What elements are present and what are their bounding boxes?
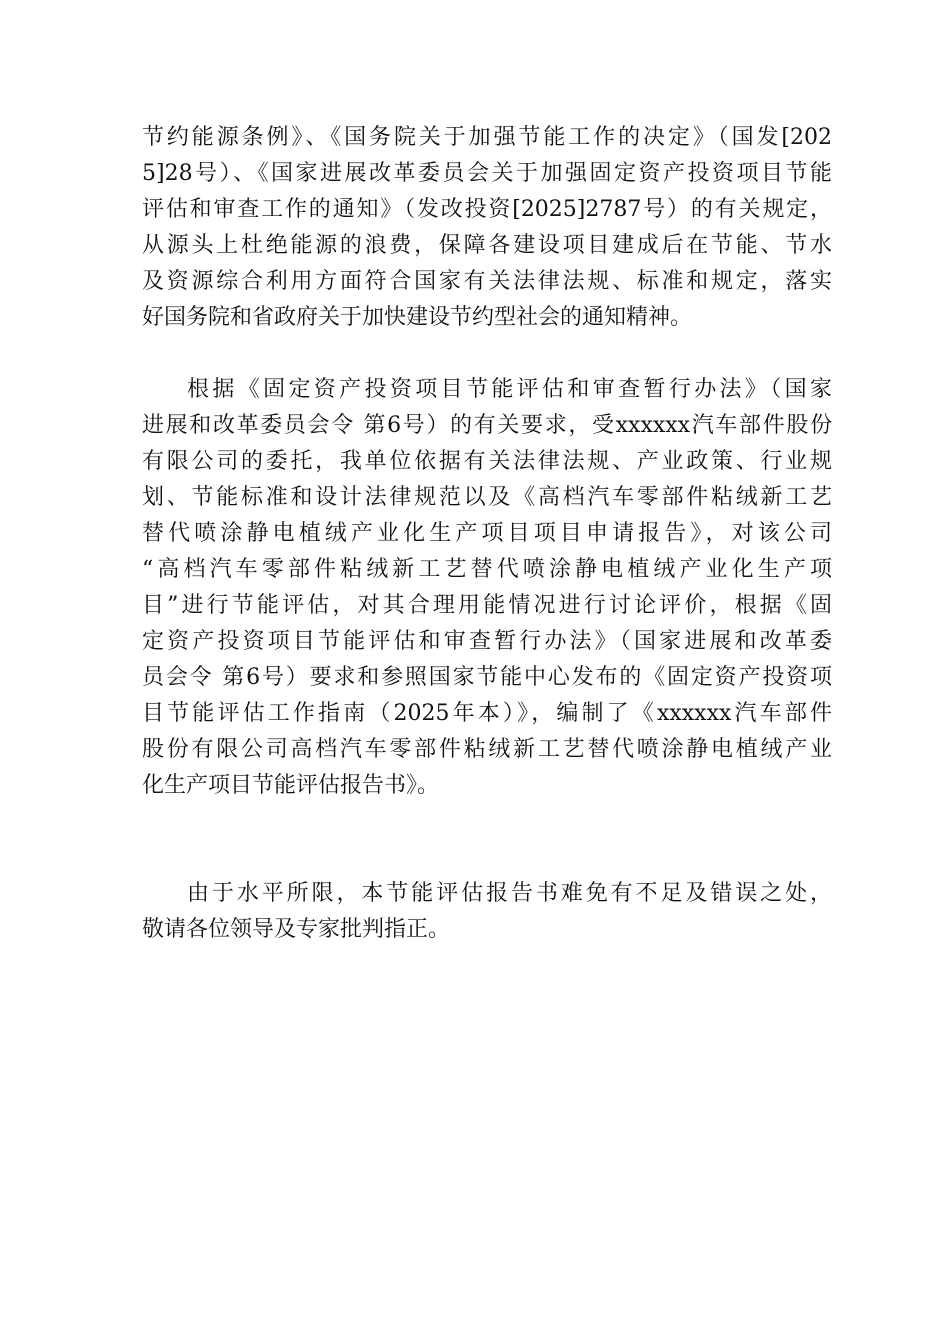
text-line: 有限公司的委托，我单位依据有关法律法规、产业政策、行业规 xyxy=(142,449,832,474)
paragraph-1 xyxy=(142,120,832,336)
text-line: 由于水平所限，本节能评估报告书难免有不足及错误之处， xyxy=(187,881,832,906)
text-line: 目节能评估工作指南（2025年本）》，编制了《xxxxxx汽车部件 xyxy=(142,701,832,726)
text-line: 及资源综合利用方面符合国家有关法律法规、标准和规定，落实 xyxy=(142,269,832,294)
text-line: 好国务院和省政府关于加快建设节约型社会的通知精神。 xyxy=(142,305,693,330)
text-line: “高档汽车零部件粘绒新工艺替代喷涂静电植绒产业化生产项 xyxy=(142,557,832,582)
text-line: 进展和改革委员会令 第6号）的有关要求，受xxxxxx汽车部件股份 xyxy=(142,413,832,438)
text-line: 根据《固定资产投资项目节能评估和审查暂行办法》（国家 xyxy=(187,377,832,402)
text-line: 节约能源条例》、《国务院关于加强节能工作的决定》（国发[202 xyxy=(142,125,832,150)
text-line: 敬请各位领导及专家批判指正。 xyxy=(142,917,451,942)
text-line: 评估和审查工作的通知》（发改投资[2025]2787号）的有关规定， xyxy=(142,197,832,222)
text-line: 股份有限公司高档汽车零部件粘绒新工艺替代喷涂静电植绒产业 xyxy=(142,737,832,762)
text-line: 目”进行节能评估，对其合理用能情况进行讨论评价，根据《固 xyxy=(142,593,832,618)
text-line: 化生产项目节能评估报告书》。 xyxy=(142,773,440,798)
text-line: 5]28号）、《国家进展改革委员会关于加强固定资产投资项目节能 xyxy=(142,161,832,186)
text-line: 从源头上杜绝能源的浪费，保障各建设项目建成后在节能、节水 xyxy=(142,233,832,258)
text-line: 划、节能标准和设计法律规范以及《高档汽车零部件粘绒新工艺 xyxy=(142,485,832,510)
paragraph-3 xyxy=(142,876,832,948)
paragraph-2 xyxy=(142,372,832,804)
text-line: 替代喷涂静电植绒产业化生产项目项目申请报告》，对该公司 xyxy=(142,521,832,546)
text-line: 员会令 第6号）要求和参照国家节能中心发布的《固定资产投资项 xyxy=(142,665,832,690)
text-line: 定资产投资项目节能评估和审查暂行办法》（国家进展和改革委 xyxy=(142,629,832,654)
